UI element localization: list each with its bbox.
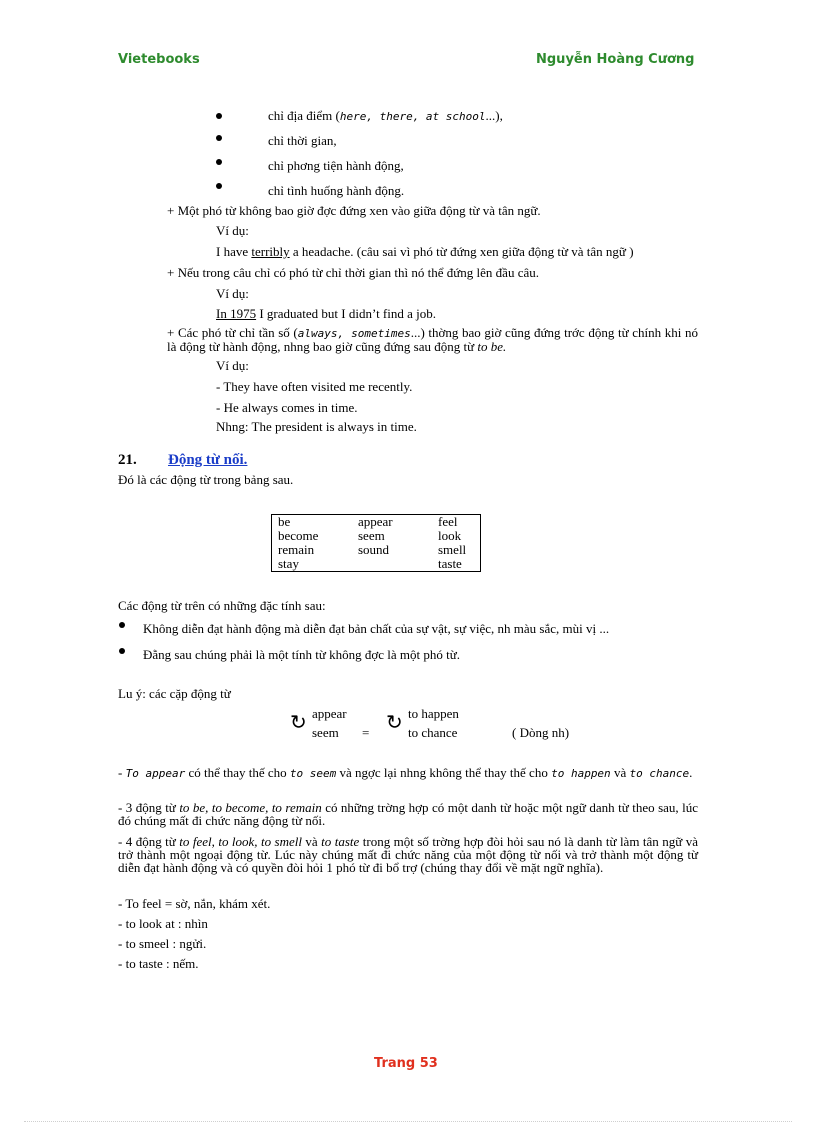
vocab-item: - To feel = sờ, nắn, khám xét. [118,896,271,911]
bullet-icon [119,622,125,628]
bullet-icon [216,183,222,189]
note-label: Lu ý: các cặp động từ [118,686,231,701]
rule-2: + Nếu trong câu chỉ có phó từ chỉ thời gian thì nó thể đứng lên đầu câu. [167,265,539,280]
pair-equals: = [362,725,370,740]
header-right: Nguyễn Hoàng Cương [536,52,695,67]
section-number: 21. [118,452,137,468]
list-item: chỉ tình huống hành động. [268,183,405,198]
vocab-item: - to smeel : ngửi. [118,936,207,951]
example-3c: Nhng: The president is always in time. [216,419,417,434]
bullet-icon [216,113,222,119]
example-3a: - They have often visited me recently. [216,379,413,394]
pair-note: ( Dòng nh) [512,725,570,740]
rule-1: + Một phó từ không bao giờ đợc đứng xen vào giữa động từ và tân ngữ. [167,203,541,218]
vocab-item: - to look at : nhìn [118,916,208,931]
page-bottom-divider [24,1121,792,1122]
example-label: Ví dụ: [216,223,249,238]
table-row: be appear feel [278,514,458,529]
curved-arrow-icon: ↻ [290,710,307,734]
pair-right-1: to happen [408,706,459,721]
section-title-link[interactable]: Động từ nối. [168,452,248,468]
paragraph-1: - To appear có thể thay thế cho to seem và ngợc lại nhng không thể thay thế cho to happen và to chance. [118,765,693,780]
bullet-icon [119,648,125,654]
list-item: chỉ thời gian, [268,133,337,148]
list-item: chỉ địa điểm (here, there, at school...), [268,108,503,123]
example-3b: - He always comes in time. [216,400,358,415]
example-2: In 1975 I graduated but I didn’t find a job. [216,306,437,321]
property-item: Đằng sau chúng phải là một tính từ không đợc là một phó từ. [143,647,461,662]
table-row: become seem look [278,528,462,543]
example-label: Ví dụ: [216,358,249,373]
example-1: I have terribly a headache. (câu sai vì phó từ đứng xen giữa động từ và tân ngữ ) [216,244,634,259]
paragraph-3: - 4 động từ to feel, to look, to smell và to taste trong một số trờng hợp đòi hỏi sau nó là danh từ làm tân ngữ và trở thành một ngoại động từ. Lúc này chúng mất đi chức năng của một động từ nối và trở thành một động từ diễn đạt hành động và có quyền đòi hỏi 1 phó từ đi bổ trợ (chúng thay đổi về mặt ngữ nghĩa). [118,834,698,875]
property-item: Không diễn đạt hành động mà diễn đạt bản chất của sự vật, sự việc, nh màu sắc, mùi vị ... [143,621,610,636]
example-label: Ví dụ: [216,286,249,301]
paragraph-2: - 3 động từ to be, to become, to remain có những trờng hợp có một danh từ hoặc một ngữ danh từ theo sau, lúc đó chúng mất đi chức năng động từ nối. [118,800,698,828]
vocab-item: - to taste : nếm. [118,956,199,971]
verb-table [271,514,481,572]
bullet-icon [216,135,222,141]
list-item: chỉ phơng tiện hành động, [268,158,404,173]
curved-arrow-icon: ↻ [386,710,403,734]
pair-right-2: to chance [408,725,458,740]
table-row: remain sound smell [278,542,467,557]
page-number: Trang 53 [374,1056,438,1071]
section-intro: Đó là các động từ trong bảng sau. [118,472,294,487]
pair-left-2: seem [312,725,339,740]
pair-left-1: appear [312,706,347,721]
table-row: stay taste [278,556,462,571]
bullet-icon [216,159,222,165]
rule-3: + Các phó từ chỉ tần số (always, sometimes...) thờng bao giờ cũng đứng trớc động từ chính khi nó là động từ hành động, nhng bao giờ cũng đứng sau động từ to be. [167,325,698,354]
header-left: Vietebooks [118,52,200,67]
properties-intro: Các động từ trên có những đặc tính sau: [118,598,326,613]
